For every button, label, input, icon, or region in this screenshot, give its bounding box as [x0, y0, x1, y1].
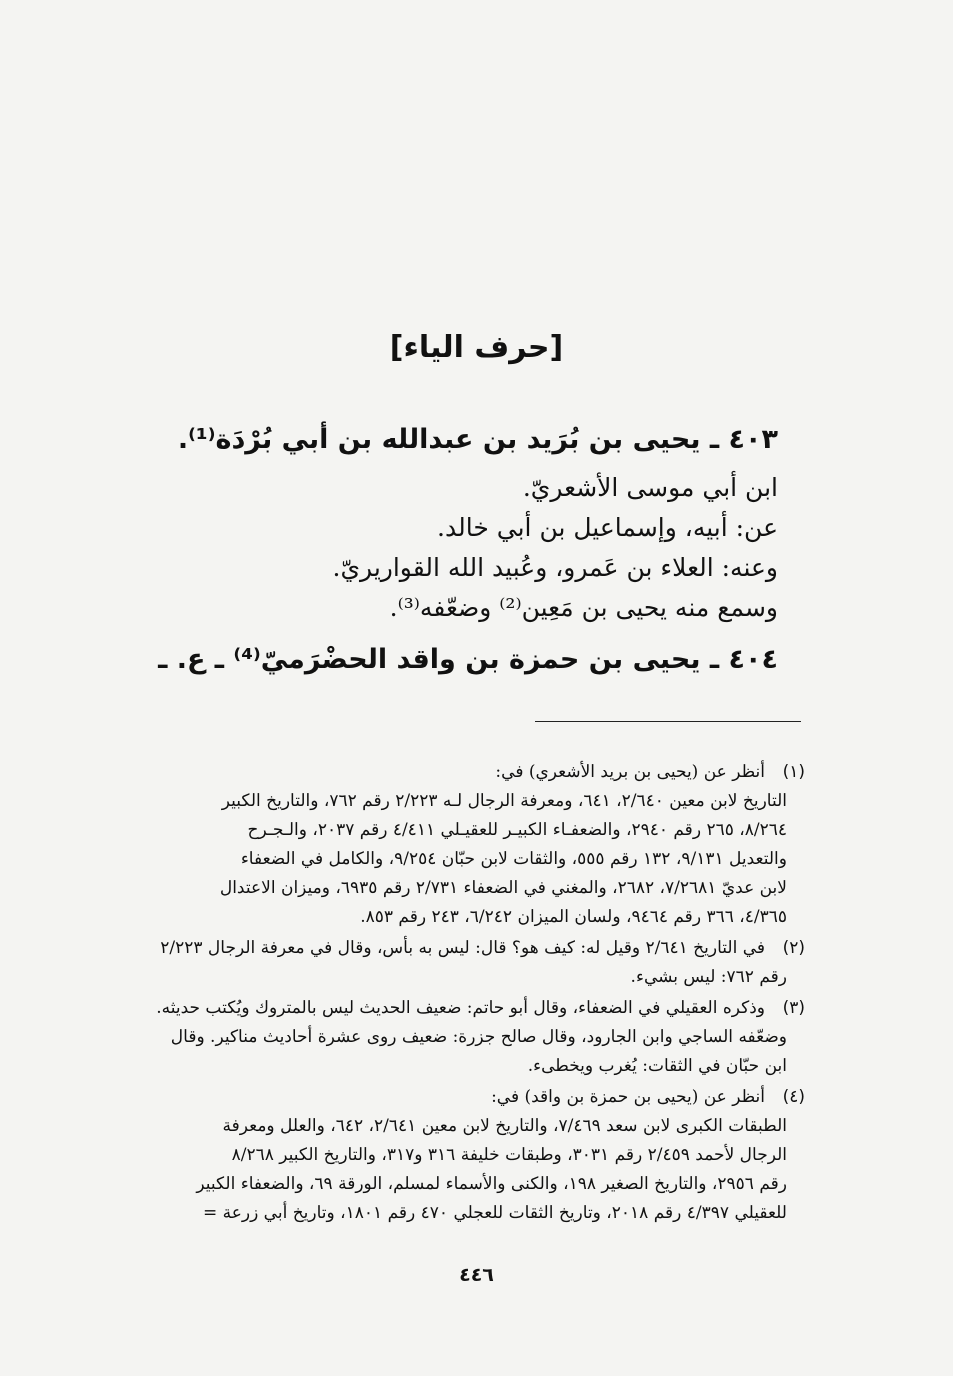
footnote-line: لابن عديّ ٧/٢٦٨١، ٢٦٨٢، والمغني في الضعفاء ٢/٧٣١ رقم ٦٩٣٥، وميزان الاعتدال — [219, 878, 787, 898]
footnote-number: (٣) — [782, 998, 805, 1018]
footnote-line: الرجال لأحمد ٢/٤٥٩ رقم ٣٠٣١، وطبقات خليفة ٣١٦ و٣١٧، والتاريخ الكبير ٨/٢٦٨ — [231, 1145, 787, 1165]
footnote-number: (٢) — [782, 938, 805, 958]
chapter-title: [حرف الياء] — [389, 330, 564, 365]
footnote-line: رقم ٧٦٢: ليس بشيء. — [630, 967, 787, 987]
footnote-line: أنظر عن (يحيى بن بريد الأشعري) في: — [495, 762, 765, 782]
footnote-line: ابن حبّان في الثقات: يُغرب ويخطىء. — [527, 1056, 787, 1076]
footnote-line: ٨/٢٦٤، ٢٦٥ رقم ٢٩٤٠، والضعفـاء الكبيـر للعقيـلي ٤/٤١١ رقم ٢٠٣٧، والـجـرح — [247, 820, 787, 840]
footnote-4 — [125, 1083, 805, 1228]
footnote-2 — [125, 934, 805, 992]
footnote-line: وضعّفه الساجي وابن الجارود، وقال صالح جزرة: ضعيف روى عشرة أحاديث مناكير. وقال — [170, 1027, 787, 1047]
footnote-line: في التاريخ ٢/٦٤١ وقيل له: كيف هو؟ قال: ليس به بأس، وقال في معرفة الرجال ٢/٢٢٣ — [160, 938, 765, 958]
footnote-line: أنظر عن (يحيى بن حمزة بن واقد) في: — [491, 1087, 765, 1107]
entry-403-narrators: وعنه: العلاء بن عَمرو، وعُبيد الله القواريريّ. — [332, 553, 778, 582]
footnote-line: ٤/٣٦٥، ٣٦٦ رقم ٩٤٦٤، ولسان الميزان ٦/٢٤٢، ٢٤٣ رقم ٨٥٣. — [360, 907, 787, 927]
footnote-line: الطبقات الكبرى لابن سعد ٧/٤٦٩، والتاريخ لابن معين ٢/٦٤١، ٦٤٢، والعلل ومعرفة — [222, 1116, 787, 1136]
entry-403-heading: ٤٠٣ ـ يحيى بن بُرَيد بن عبدالله بن أبي بُرْدَة⁽¹⁾. — [177, 424, 778, 455]
footnote-line: رقم ٢٩٥٦، والتاريخ الصغير ١٩٨، والكنى والأسماء لمسلم، الورقة ٦٩، والضعفاء الكبير — [196, 1174, 787, 1194]
entry-403-narrated-from: عن: أبيه، وإسماعيل بن أبي خالد. — [437, 513, 778, 542]
footnote-line: وذكره العقيلي في الضعفاء، وقال أبو حاتم: ضعيف الحديث ليس بالمتروك ويُكتب حديثه. — [156, 998, 765, 1018]
entry-403-lineage: ابن أبي موسى الأشعريّ. — [522, 473, 778, 502]
entry-404-heading: ٤٠٤ ـ يحيى بن حمزة بن واقد الحضْرَميّ⁽⁴⁾ ـ ع. ـ — [158, 644, 778, 675]
footnote-line: للعقيلي ٤/٣٩٧ رقم ٢٠١٨، وتاريخ الثقات للعجلي ٤٧٠ رقم ١٨٠١، وتاريخ أبي زرعة = — [202, 1203, 787, 1223]
footnote-line: والتعديل ٩/١٣١، ١٣٢ رقم ٥٥٥، والثقات لابن حبّان ٩/٢٥٤، والكامل في الضعفاء — [240, 849, 787, 869]
footnote-divider — [535, 721, 801, 722]
footnote-line: التاريخ لابن معين ٢/٦٤٠، ٦٤١، ومعرفة الرجال لـه ٢/٢٢٣ رقم ٧٦٢، والتاريخ الكبير — [221, 791, 787, 811]
footnote-3 — [125, 994, 805, 1081]
footnote-number: (١) — [782, 762, 805, 782]
footnote-1 — [125, 758, 805, 932]
entry-403-evaluation: وسمع منه يحيى بن مَعِين⁽²⁾ وضعّفه⁽³⁾. — [389, 593, 778, 622]
footnote-number: (٤) — [782, 1087, 805, 1107]
page-number: ٤٤٦ — [459, 1264, 494, 1286]
main-text — [138, 420, 778, 680]
footnotes — [125, 758, 805, 1230]
